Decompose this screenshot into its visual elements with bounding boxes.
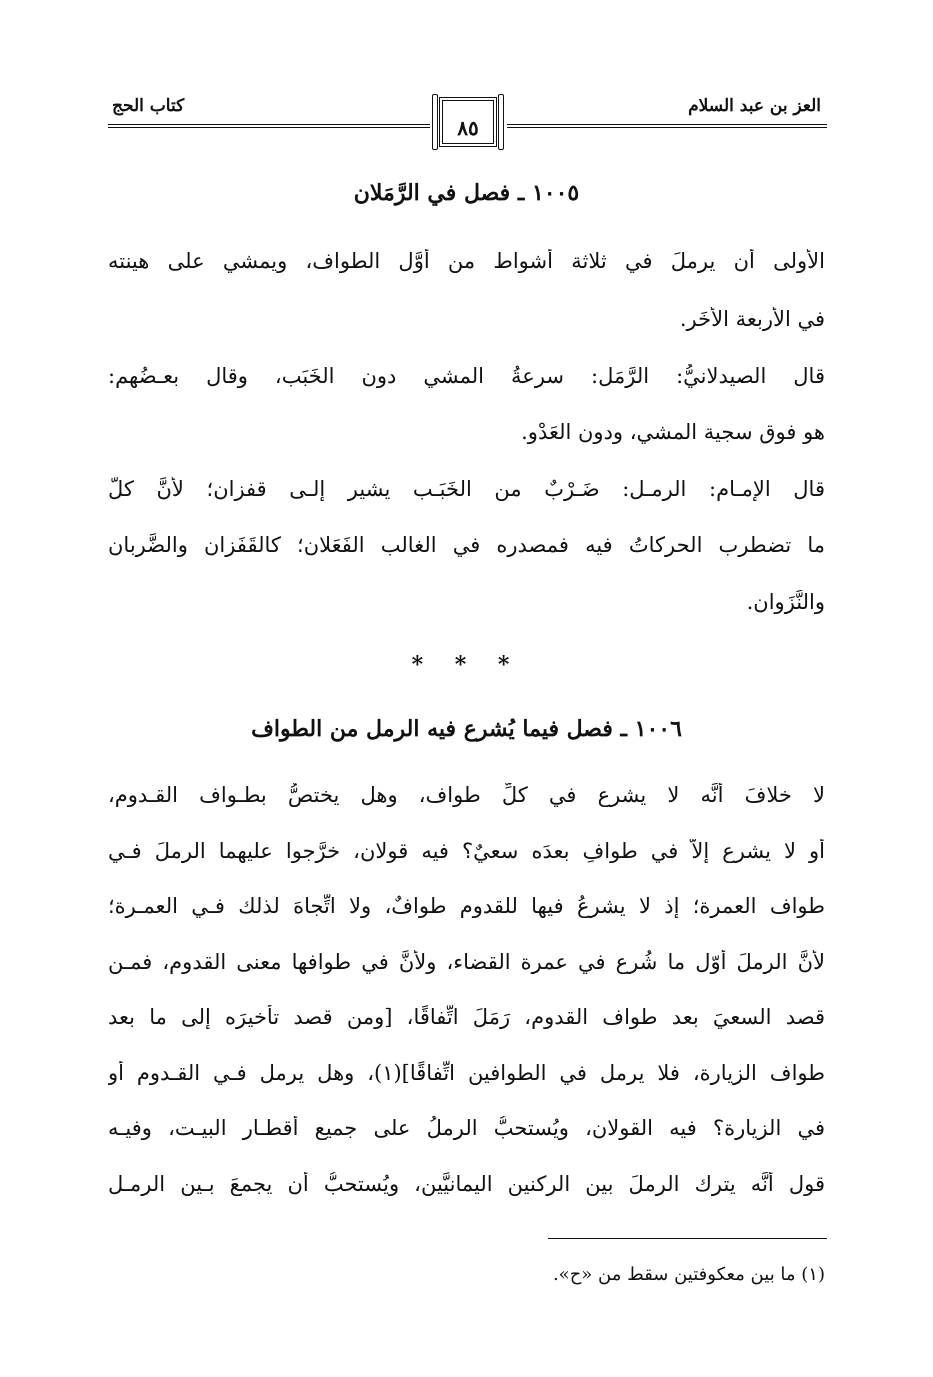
section2-line: قول أنَّه يترك الرملَ بين الركنين اليمانيَّين، ويُستحبُّ أن يجمعَ بـين الرمـل bbox=[108, 1172, 825, 1196]
section2-line: أو لا يشرع إلاَّ في طوافٍ بعدَه سعيٌ؟ فيه قولان، خرَّجوا عليهما الرملَ فـي bbox=[108, 839, 825, 863]
running-header-book-title: كتاب الحج bbox=[112, 96, 185, 116]
footnote-text: (١) ما بين معكوفتين سقط من «ح». bbox=[552, 1264, 825, 1285]
footnote-rule bbox=[548, 1238, 827, 1239]
section2-line: في الزيارة؟ فيه القولان، ويُستحبُّ الرملُ على جميع أقطـار البيـت، وفيـه bbox=[108, 1116, 825, 1140]
section1-line: قال الإمـام: الرمـل: ضَـرْبٌ من الخَبَـب يشير إلـى قفزان؛ لأنَّ كلَّ bbox=[108, 477, 825, 501]
section-heading-1006: ١٠٠٦ ـ فصل فيما يُشرع فيه الرمل من الطواف bbox=[251, 716, 682, 742]
section1-line: ما تضطرب الحركاتُ فيه فمصدره في الغالب الفَعَلان؛ كالقَفَزان والضَّربان bbox=[108, 533, 825, 557]
section-heading-1005: ١٠٠٥ ـ فصل في الرَّمَلان bbox=[353, 180, 580, 206]
section2-line: طواف الزيارة، فلا يرمل في الطوافين اتِّفاقًا](١)، وهل يرمل فـي القـدوم أو bbox=[108, 1061, 825, 1085]
page-number: ٨٥ bbox=[457, 116, 479, 140]
page-number-frame bbox=[432, 92, 504, 154]
header-rule-right bbox=[507, 124, 827, 128]
section1-line: هو فوق سجية المشي، ودون العَدْوِ. bbox=[521, 420, 825, 444]
section1-line: الأولى أن يرملَ في ثلاثة أشواط من أوَّل الطواف، ويمشي على هينته bbox=[108, 249, 825, 273]
section1-line: والنَّزَوان. bbox=[746, 590, 825, 614]
section1-line: قال الصيدلانيُّ: الرَّمَل: سرعةُ المشي دون الخَبَب، وقال بعـضُهم: bbox=[108, 364, 825, 388]
section2-line: طواف العمرة؛ إذ لا يشرعُ فيها للقدوم طوافٌ، ولا اتِّجاهَ لذلك فـي العمـرة؛ bbox=[108, 894, 825, 918]
section1-line: في الأربعة الأُخَر. bbox=[679, 307, 825, 331]
section2-line: لأنَّ الرملَ أوّل ما شُرع في عمرة القضاء، ولأنَّ في طوافها معنى القدوم، فمـن bbox=[108, 950, 825, 974]
section-separator: * * * bbox=[411, 652, 522, 678]
section2-line: لا خلافَ أنَّه لا يشرع في كلِّ طواف، وهل يختصُّ بطـواف القـدوم، bbox=[108, 783, 825, 807]
header-rule-left bbox=[108, 124, 430, 128]
running-header-author: العز بن عبد السلام bbox=[688, 96, 821, 116]
section2-line: قصد السعيَ بعد طواف القدوم، رَمَلَ اتِّفاقًا، [ومن قصد تأخيرَه إلى ما بعد bbox=[108, 1005, 825, 1029]
